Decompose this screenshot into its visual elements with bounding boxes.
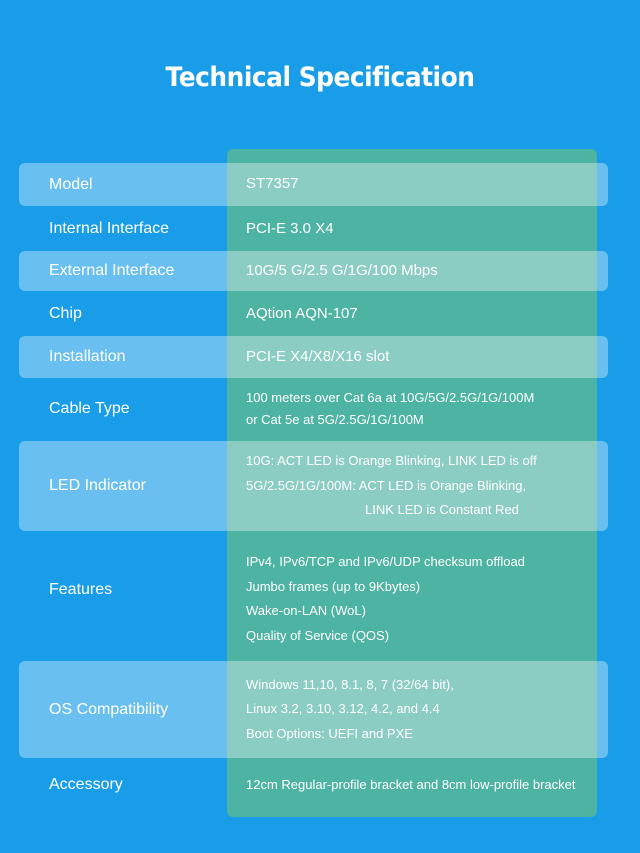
spec-value-line: 10G: ACT LED is Orange Blinking, LINK LED is off: [246, 453, 537, 469]
spec-value-line: LINK LED is Constant Red: [365, 502, 519, 518]
spec-value: [246, 538, 598, 654]
spec-value-line: Jumbo frames (up to 9Kbytes): [246, 578, 421, 594]
spec-label: Model: [49, 175, 93, 193]
spec-label: Accessory: [49, 776, 123, 793]
spec-value: [246, 441, 598, 531]
spec-value: [246, 208, 598, 250]
page-title: Technical Specification: [165, 62, 475, 93]
spec-label: Cable Type: [49, 400, 130, 417]
spec-row-installation: [19, 336, 608, 378]
spec-row-os-compatibility: [19, 661, 608, 758]
spec-value-line: ST7357: [246, 175, 299, 193]
spec-value: [246, 251, 598, 291]
spec-value: [246, 336, 598, 378]
spec-value-line: or Cat 5e at 5G/2.5G/1G/100M: [246, 412, 424, 427]
spec-row-led-indicator: [19, 441, 608, 531]
spec-value: [246, 661, 598, 758]
spec-value-line: Boot Options: UEFI and PXE: [246, 725, 413, 741]
spec-value-line: AQtion AQN-107: [246, 304, 358, 322]
spec-row-accessory: [19, 762, 608, 808]
spec-value-line: Windows 11,10, 8.1, 8, 7 (32/64 bit),: [246, 676, 454, 692]
spec-label: Installation: [49, 348, 126, 365]
spec-label: Features: [49, 581, 113, 598]
spec-value-line: PCI-E 3.0 X4: [246, 219, 334, 237]
spec-row-features: [19, 538, 608, 654]
spec-value-line: Wake-on-LAN (WoL): [246, 603, 366, 618]
spec-value: [246, 163, 598, 206]
spec-label: External Interface: [49, 262, 175, 279]
spec-value-line: 5G/2.5G/1G/100M: ACT LED is Orange Blinking,: [246, 477, 527, 493]
spec-value: [246, 762, 598, 808]
spec-row-internal-interface: [19, 208, 608, 250]
spec-value-line: 10G/5 G/2.5 G/1G/100 Mbps: [246, 261, 438, 279]
spec-value: [246, 293, 598, 335]
spec-value: [246, 379, 598, 439]
spec-label: LED Indicator: [49, 477, 146, 494]
spec-row-cable-type: [19, 379, 608, 439]
spec-value-line: Linux 3.2, 3.10, 3.12, 4.2, and 4.4: [246, 701, 440, 717]
spec-row-chip: [19, 293, 608, 335]
spec-value-line: Quality of Service (QOS): [246, 627, 390, 643]
spec-value-line: PCI-E X4/X8/X16 slot: [246, 347, 390, 365]
spec-label: Chip: [49, 305, 82, 322]
spec-value-line: 100 meters over Cat 6a at 10G/5G/2.5G/1G/100M: [246, 390, 535, 405]
spec-value-line: 12cm Regular-profile bracket and 8cm low-profile bracket: [246, 776, 576, 792]
spec-label: OS Compatibility: [49, 700, 169, 718]
spec-row-external-interface: [19, 251, 608, 291]
spec-label: Internal Interface: [49, 220, 170, 237]
spec-row-model: [19, 163, 608, 206]
spec-value-line: IPv4, IPv6/TCP and IPv6/UDP checksum offload: [246, 554, 525, 569]
